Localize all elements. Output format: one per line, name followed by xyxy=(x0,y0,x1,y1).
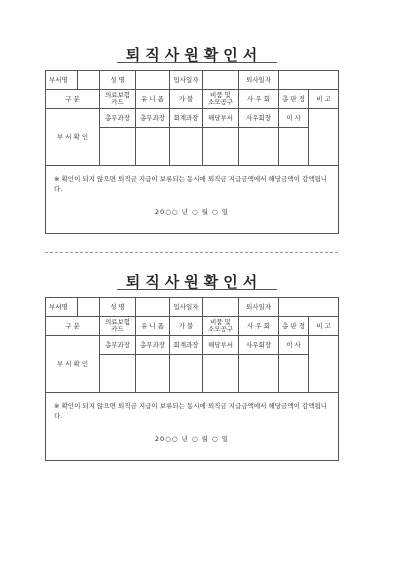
notice-text: ※ 확인이 되지 않으면 퇴직금 지급이 보류되는 동시에 퇴직금 지급금액에서 해당금액이 감액됩니다. xyxy=(54,175,328,194)
insurance-card-label xyxy=(100,90,136,109)
signature-box[interactable] xyxy=(170,355,203,393)
signature-box[interactable] xyxy=(279,128,309,166)
table-row xyxy=(46,317,339,336)
join-date-label: 입사일자 xyxy=(170,71,203,90)
advance-label: 가 불 xyxy=(170,317,203,336)
signature-box[interactable] xyxy=(100,128,136,166)
department-label: 부서명 xyxy=(46,298,78,317)
signature-box[interactable] xyxy=(203,355,239,393)
confirmation-table xyxy=(45,297,339,461)
remarks-label: 비 고 xyxy=(309,90,339,109)
title-underline xyxy=(117,289,277,290)
cut-line-divider xyxy=(45,252,338,253)
supplies-line-1: 비품 및 xyxy=(210,91,231,100)
department-label: 부서명 xyxy=(46,71,78,90)
notice-box xyxy=(46,166,339,234)
remarks-label: 비 고 xyxy=(309,317,339,336)
table-row xyxy=(46,393,339,461)
category-label: 구 분 xyxy=(46,317,100,336)
approver-general-affairs-2: 총무과장 xyxy=(136,109,170,128)
signature-box[interactable] xyxy=(279,355,309,393)
uniform-label: 유 니 폼 xyxy=(136,317,170,336)
insurance-card-line-2: 카드 xyxy=(111,98,124,106)
form-title: 퇴직사원확인서 xyxy=(125,273,263,291)
signature-box[interactable] xyxy=(239,355,279,393)
table-row xyxy=(46,90,339,109)
approver-general-affairs-1: 총무과장 xyxy=(100,336,136,355)
approver-accounting: 회계과장 xyxy=(170,109,203,128)
form-title: 퇴직사원확인서 xyxy=(125,46,263,64)
supplies-line-2: 소모공구 xyxy=(207,325,234,333)
signature-box[interactable] xyxy=(100,355,136,393)
advance-label: 가 불 xyxy=(170,90,203,109)
department-field[interactable] xyxy=(78,71,100,90)
join-date-field[interactable] xyxy=(203,71,239,90)
remarks-field[interactable] xyxy=(309,109,339,166)
insurance-card-label xyxy=(100,317,136,336)
date-line: 20○○ 년 ○ 월 ○ 일 xyxy=(154,207,230,216)
resignation-confirmation-form-1 xyxy=(45,44,338,234)
table-row xyxy=(46,298,339,317)
employee-union-label: 사 우 회 xyxy=(239,317,279,336)
signature-box[interactable] xyxy=(239,128,279,166)
approver-relevant-dept: 해당부서 xyxy=(203,109,239,128)
leave-date-label: 퇴사일자 xyxy=(239,71,279,90)
leave-date-field[interactable] xyxy=(279,298,339,317)
signature-box[interactable] xyxy=(136,355,170,393)
remarks-field[interactable] xyxy=(309,336,339,393)
join-date-field[interactable] xyxy=(203,298,239,317)
dept-confirm-label: 부 서 확 인 xyxy=(46,336,100,393)
resignation-confirmation-form-2 xyxy=(45,271,338,461)
dept-confirm-label: 부 서 확 인 xyxy=(46,109,100,166)
overall-verdict-label: 총 판 정 xyxy=(279,90,309,109)
category-label: 구 분 xyxy=(46,90,100,109)
approver-general-affairs-2: 총무과장 xyxy=(136,336,170,355)
date-line: 20○○ 년 ○ 월 ○ 일 xyxy=(154,434,230,443)
approver-director: 이 사 xyxy=(279,109,309,128)
uniform-label: 유 니 폼 xyxy=(136,90,170,109)
supplies-line-1: 비품 및 xyxy=(210,318,231,327)
insurance-card-line-1: 의료보험 xyxy=(104,318,131,327)
table-row xyxy=(46,109,339,128)
approver-accounting: 회계과장 xyxy=(170,336,203,355)
approver-general-affairs-1: 총무과장 xyxy=(100,109,136,128)
department-field[interactable] xyxy=(78,298,100,317)
name-label: 성 명 xyxy=(100,71,136,90)
approver-union-head: 사우회장 xyxy=(239,336,279,355)
supplies-label xyxy=(203,90,239,109)
name-field[interactable] xyxy=(136,71,170,90)
notice-box xyxy=(46,393,339,461)
notice-text: ※ 확인이 되지 않으면 퇴직금 지급이 보류되는 동시에 퇴직금 지급금액에서 해당금액이 감액됩니다. xyxy=(54,402,328,421)
title-underline xyxy=(117,62,277,63)
name-label: 성 명 xyxy=(100,298,136,317)
join-date-label: 입사일자 xyxy=(170,298,203,317)
signature-box[interactable] xyxy=(136,128,170,166)
insurance-card-line-1: 의료보험 xyxy=(104,91,131,100)
employee-union-label: 사 우 회 xyxy=(239,90,279,109)
table-row xyxy=(46,336,339,355)
supplies-label xyxy=(203,317,239,336)
signature-box[interactable] xyxy=(170,128,203,166)
overall-verdict-label: 총 판 정 xyxy=(279,317,309,336)
confirmation-table xyxy=(45,70,339,234)
supplies-line-2: 소모공구 xyxy=(207,98,234,106)
approver-director: 이 사 xyxy=(279,336,309,355)
approver-relevant-dept: 해당부서 xyxy=(203,336,239,355)
table-row xyxy=(46,71,339,90)
insurance-card-line-2: 카드 xyxy=(111,325,124,333)
leave-date-label: 퇴사일자 xyxy=(239,298,279,317)
name-field[interactable] xyxy=(136,298,170,317)
signature-box[interactable] xyxy=(203,128,239,166)
table-row xyxy=(46,166,339,234)
leave-date-field[interactable] xyxy=(279,71,339,90)
approver-union-head: 사우회장 xyxy=(239,109,279,128)
